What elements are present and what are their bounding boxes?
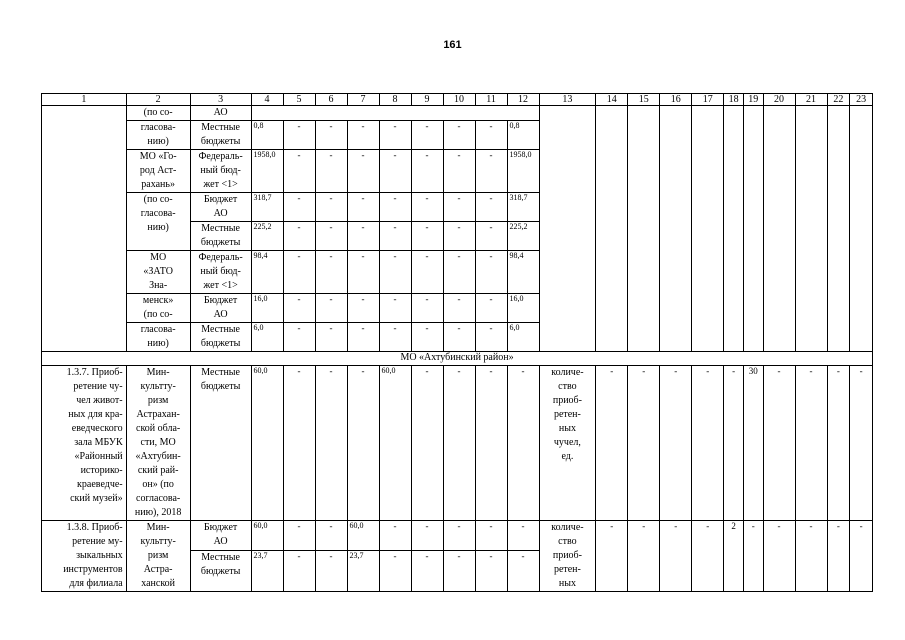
table-cell: -	[283, 294, 315, 323]
table-cell: -	[507, 521, 539, 551]
table-cell: Бюджет АО	[190, 521, 251, 551]
table-cell: -	[315, 323, 347, 352]
budget-table	[41, 93, 873, 592]
table-cell: -	[411, 366, 443, 521]
table-cell: -	[315, 150, 347, 193]
table-cell: Бюджет АО	[190, 294, 251, 323]
table-cell: -	[379, 323, 411, 352]
table-cell: -	[660, 521, 692, 592]
col-header: 9	[411, 94, 443, 106]
table-cell: -	[347, 193, 379, 222]
col-header: 10	[443, 94, 475, 106]
col-header: 5	[283, 94, 315, 106]
table-cell: 0,8	[507, 121, 539, 150]
col-header: 22	[827, 94, 850, 106]
table-cell: -	[743, 521, 763, 592]
table-cell: -	[507, 366, 539, 521]
table-cell: 60,0	[347, 521, 379, 551]
table-cell: -	[827, 366, 850, 521]
table-cell: -	[379, 550, 411, 591]
col-header: 4	[251, 94, 283, 106]
col-header: 23	[850, 94, 873, 106]
table-cell: -	[660, 366, 692, 521]
table-cell: -	[379, 150, 411, 193]
col-header: 19	[743, 94, 763, 106]
table-cell: 98,4	[251, 251, 283, 294]
table-cell: 16,0	[251, 294, 283, 323]
table-cell: менск» (по со-	[126, 294, 190, 323]
col-header: 2	[126, 94, 190, 106]
table-cell: -	[596, 521, 628, 592]
section-row	[42, 352, 873, 366]
item-description: 1.3.7. Приоб- ретение чу- чел живот- ных для кра- еведческого зала МБУК «Районный историко- краеведче- ский музей»	[42, 366, 127, 521]
table-cell: -	[347, 150, 379, 193]
table-cell: -	[475, 222, 507, 251]
table-cell: -	[475, 366, 507, 521]
section-title: МО «Ахтубинский район»	[42, 352, 873, 366]
page-number: 161	[443, 39, 462, 51]
item-description: 1.3.8. Приоб- ретение му- зыкальных инструментов для филиала	[42, 521, 127, 592]
table-cell: -	[347, 294, 379, 323]
col-header: 11	[475, 94, 507, 106]
col-header: 7	[347, 94, 379, 106]
col-header: 21	[795, 94, 827, 106]
table-row	[42, 106, 873, 121]
table-cell: 60,0	[251, 521, 283, 551]
table-cell: Местные бюджеты	[190, 550, 251, 591]
table-cell: -	[507, 550, 539, 591]
table-cell: -	[379, 121, 411, 150]
table-row	[42, 521, 873, 551]
table-cell: -	[411, 222, 443, 251]
table-cell: -	[443, 521, 475, 551]
table-cell	[251, 106, 539, 121]
table-cell: -	[692, 366, 724, 521]
table-cell: АО	[190, 106, 251, 121]
table-cell: -	[443, 294, 475, 323]
table-cell: 1958,0	[251, 150, 283, 193]
col-header: 20	[763, 94, 795, 106]
table-cell: гласова- нию)	[126, 121, 190, 150]
table-cell: -	[692, 521, 724, 592]
table-cell: -	[379, 222, 411, 251]
table-cell: -	[283, 222, 315, 251]
table-cell: -	[411, 150, 443, 193]
table-cell: Бюджет АО	[190, 193, 251, 222]
table-cell: -	[315, 550, 347, 591]
table-cell: -	[347, 251, 379, 294]
table-cell: -	[283, 366, 315, 521]
table-cell: -	[315, 294, 347, 323]
col-header: 12	[507, 94, 539, 106]
table-cell: -	[411, 251, 443, 294]
table-cell: 318,7	[507, 193, 539, 222]
col-header: 3	[190, 94, 251, 106]
table-cell: 60,0	[251, 366, 283, 521]
table-cell: -	[795, 366, 827, 521]
col-header: 13	[539, 94, 596, 106]
table-cell: -	[475, 121, 507, 150]
table-cell: 0,8	[251, 121, 283, 150]
table-cell: -	[475, 550, 507, 591]
table-cell: 23,7	[251, 550, 283, 591]
table-cell: -	[379, 294, 411, 323]
table-cell: -	[315, 193, 347, 222]
table-cell: -	[443, 193, 475, 222]
table-cell: -	[283, 251, 315, 294]
table-cell: -	[475, 294, 507, 323]
table-cell: Мин- культту- ризм Астрахан- ской обла- сти, МО «Ахтубин- ский рай- он» (по согласова- нию), 2018	[126, 366, 190, 521]
table-cell: 6,0	[507, 323, 539, 352]
table-cell: -	[411, 294, 443, 323]
table-cell: -	[315, 521, 347, 551]
table-cell: 318,7	[251, 193, 283, 222]
table-cell: -	[724, 366, 744, 521]
table-cell: -	[763, 366, 795, 521]
table-cell: МО «ЗАТО Зна-	[126, 251, 190, 294]
table-cell: -	[443, 366, 475, 521]
table-cell: Местные бюджеты	[190, 121, 251, 150]
table-cell: -	[283, 150, 315, 193]
table-cell: -	[411, 323, 443, 352]
table-cell: -	[347, 121, 379, 150]
col-header: 8	[379, 94, 411, 106]
table-cell: -	[315, 121, 347, 150]
table-cell: -	[443, 251, 475, 294]
table-cell: (по со-	[126, 106, 190, 121]
table-cell: -	[475, 521, 507, 551]
table-cell: (по со- гласова- нию)	[126, 193, 190, 251]
table-cell: Мин- культту- ризм Астра- ханской	[126, 521, 190, 592]
table-cell: -	[411, 193, 443, 222]
table-cell: -	[628, 521, 660, 592]
table-cell: 98,4	[507, 251, 539, 294]
table-cell: -	[379, 251, 411, 294]
col-header: 6	[315, 94, 347, 106]
table-cell: количе- ство приоб- ретен- ных	[539, 521, 596, 592]
table-cell: Федераль- ный бюд- жет <1>	[190, 150, 251, 193]
table-cell: -	[763, 521, 795, 592]
table-cell: -	[283, 323, 315, 352]
table-cell: -	[283, 193, 315, 222]
table-cell: -	[628, 366, 660, 521]
table-cell: -	[315, 251, 347, 294]
col-header: 16	[660, 94, 692, 106]
table-cell: -	[596, 366, 628, 521]
col-header: 17	[692, 94, 724, 106]
table-cell: -	[443, 121, 475, 150]
table-cell: Местные бюджеты	[190, 222, 251, 251]
table-cell	[42, 106, 127, 352]
col-header: 1	[42, 94, 127, 106]
table-cell: -	[475, 251, 507, 294]
table-cell: -	[283, 521, 315, 551]
table-cell: 6,0	[251, 323, 283, 352]
table-cell: -	[475, 193, 507, 222]
table-cell: 1958,0	[507, 150, 539, 193]
table-cell: Местные бюджеты	[190, 366, 251, 521]
table-cell: -	[347, 323, 379, 352]
table-cell: -	[411, 550, 443, 591]
table-cell: -	[827, 521, 850, 592]
table-cell: МО «Го- род Аст- рахань»	[126, 150, 190, 193]
table-cell: 30	[743, 366, 763, 521]
table-cell: Федераль- ный бюд- жет <1>	[190, 251, 251, 294]
col-header: 14	[596, 94, 628, 106]
table-cell: -	[443, 323, 475, 352]
table-cell: -	[475, 323, 507, 352]
table-cell: -	[443, 150, 475, 193]
table-cell: -	[283, 550, 315, 591]
table-cell: 23,7	[347, 550, 379, 591]
table-cell: -	[475, 150, 507, 193]
table-header-row	[42, 94, 873, 106]
table-cell: -	[795, 521, 827, 592]
table-cell: 225,2	[507, 222, 539, 251]
table-cell: 60,0	[379, 366, 411, 521]
table-cell: -	[379, 193, 411, 222]
table-cell	[539, 106, 596, 352]
table-cell: -	[347, 366, 379, 521]
table-cell: 2	[724, 521, 744, 592]
table-cell: гласова- нию)	[126, 323, 190, 352]
table-cell: -	[379, 521, 411, 551]
table-cell: -	[315, 222, 347, 251]
col-header: 18	[724, 94, 744, 106]
table-cell: Местные бюджеты	[190, 323, 251, 352]
table-cell: количе- ство приоб- ретен- ных чучел, ед.	[539, 366, 596, 521]
table-cell: 225,2	[251, 222, 283, 251]
table-row	[42, 366, 873, 521]
table-cell: -	[411, 121, 443, 150]
table-cell: 16,0	[507, 294, 539, 323]
table-cell: -	[283, 121, 315, 150]
col-header: 15	[628, 94, 660, 106]
table-cell: -	[315, 366, 347, 521]
table-cell: -	[850, 521, 873, 592]
table-cell: -	[443, 550, 475, 591]
table-cell: -	[411, 521, 443, 551]
table-cell: -	[443, 222, 475, 251]
table-cell: -	[850, 366, 873, 521]
table-cell: -	[347, 222, 379, 251]
